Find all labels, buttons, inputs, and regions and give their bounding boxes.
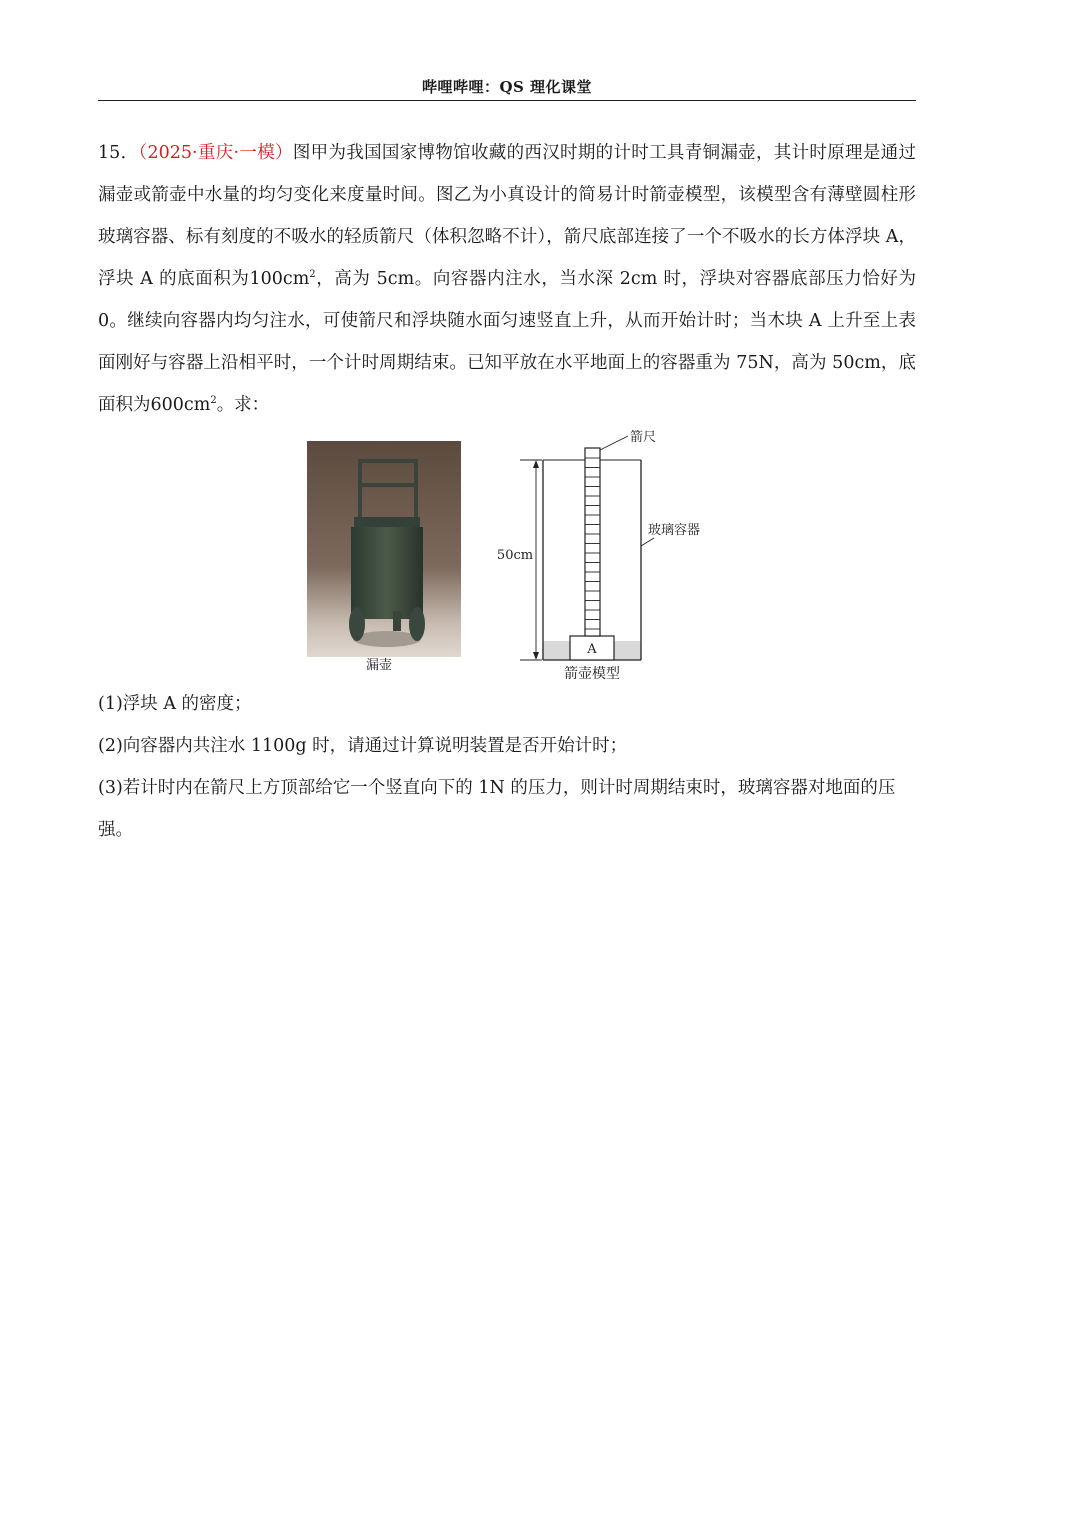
height-label: 50cm [496,548,534,563]
problem-15-text [98,132,916,426]
question-1: (1)浮块 A 的密度； [98,694,252,714]
superscript-2: 2 [309,269,316,281]
page-header-title: 哔哩哔哩：QS 理化课堂 [421,78,593,96]
problem-source-tag: （2025·重庆·一模） [138,143,293,163]
vessel-body [351,527,423,619]
problem-text-part-1: 图甲为我国国家博物馆收藏的西汉时期的计时工具青铜漏壶，其计时原理是通过漏壶或箭壶中水量的均匀变化来度量时间。图乙为小真设计的简易计时箭壶模型，该模型含有薄壁圆柱形玻璃容器、标有刻度的不吸水的轻质箭尺（体积忽略不计），箭尺底部连接了一个不吸水的长方体浮块 A，浮块 A 的底面积为100cm [98,143,916,289]
problem-text-part-3: 。求： [216,395,270,415]
superscript-2: 2 [210,395,217,407]
header-divider [98,100,916,101]
container-leader-line [641,538,654,546]
ruler-label: 箭尺 [630,430,657,445]
spout [393,611,401,631]
ruler-leader-line [600,436,628,450]
question-2: (2)向容器内共注水 1100g 时，请通过计算说明装置是否开始计时； [98,736,628,756]
block-label: A [587,642,597,657]
container-label: 玻璃容器 [648,523,701,538]
photo-caption: 漏壶 [365,658,393,671]
container-model-diagram [480,426,730,686]
question-3: (3)若计时内在箭尺上方顶部给它一个竖直向下的 1N 的压力，则计时周期结束时，玻璃容器对地面的压强。 [98,778,896,840]
diagram-caption: 箭壶模型 [564,666,620,682]
problem-number: 15． [98,143,139,163]
water-clock-photo [307,441,461,671]
lid [354,517,420,527]
vessel-leg [349,607,365,641]
problem-text-part-2: ，高为 5cm。向容器内注水，当水深 2cm 时，浮块对容器底部压力恰好为 0。继续向容器内均匀注水，可使箭尺和浮块随水面匀速竖直上升，从而开始计时；当木块 A 上升至上表面刚好与容器上沿相平时，一个计时周期结束。已知平放在水平地面上的容器重为 75N，高为 50cm，底面积为600cm [98,269,917,415]
vessel-leg [409,607,425,641]
arrow-ruler [585,448,600,636]
